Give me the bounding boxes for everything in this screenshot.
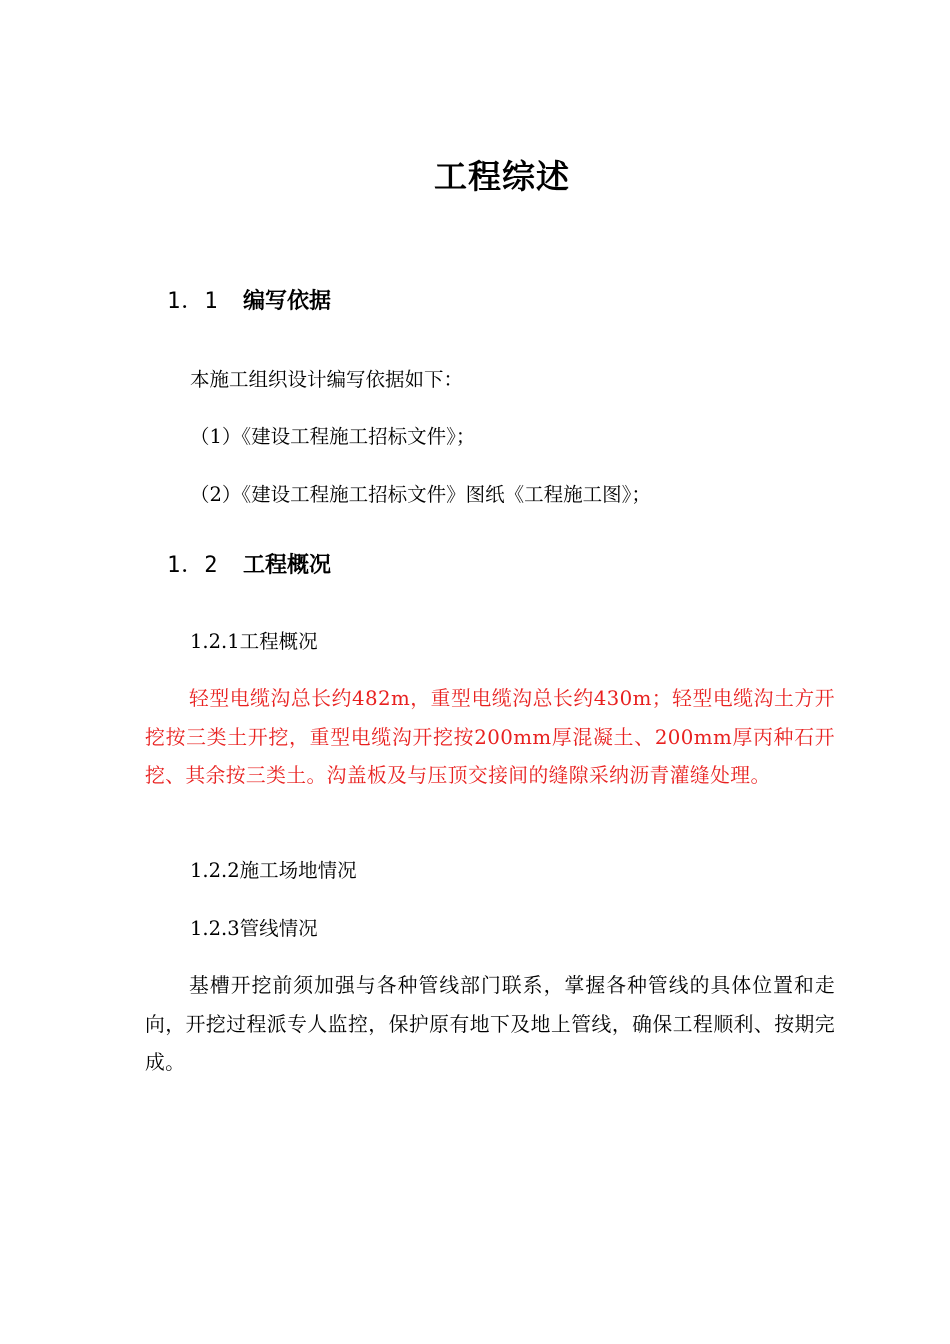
- subsection-heading-1-2-3: 1.2.3管线情况: [190, 917, 318, 940]
- subsection-heading-1-2-1: 1.2.1工程概况: [190, 630, 318, 653]
- page-title: 工程综述: [434, 157, 570, 196]
- section-heading-1-1: [167, 286, 331, 318]
- basis-item-1: （1）《建设工程施工招标文件》；: [190, 425, 476, 448]
- section-number: 1．1: [167, 289, 219, 314]
- section-number: 1．2: [167, 553, 219, 578]
- section-heading-text: 编写依据: [243, 289, 332, 314]
- basis-item-2: （2）《建设工程施工招标文件》图纸《工程施工图》；: [190, 483, 651, 506]
- subsection-heading-1-2-2: 1.2.2施工场地情况: [190, 859, 357, 882]
- basis-intro: 本施工组织设计编写依据如下：: [190, 368, 464, 391]
- overview-paragraph: 轻型电缆沟总长约482m，重型电缆沟总长约430m；轻型电缆沟土方开挖按三类土开挖，重型电缆沟开挖按200mm厚混凝土、200mm厚丙种石开挖、其余按三类土。沟盖板及与压顶交接间的缝隙采纳沥青灌缝处理。: [145, 687, 835, 787]
- section-heading-text: 工程概况: [243, 553, 332, 578]
- pipeline-paragraph: 基槽开挖前须加强与各种管线部门联系，掌握各种管线的具体位置和走向，开挖过程派专人监控，保护原有地下及地上管线，确保工程顺利、按期完成。: [145, 974, 835, 1074]
- section-heading-1-2: [167, 550, 331, 582]
